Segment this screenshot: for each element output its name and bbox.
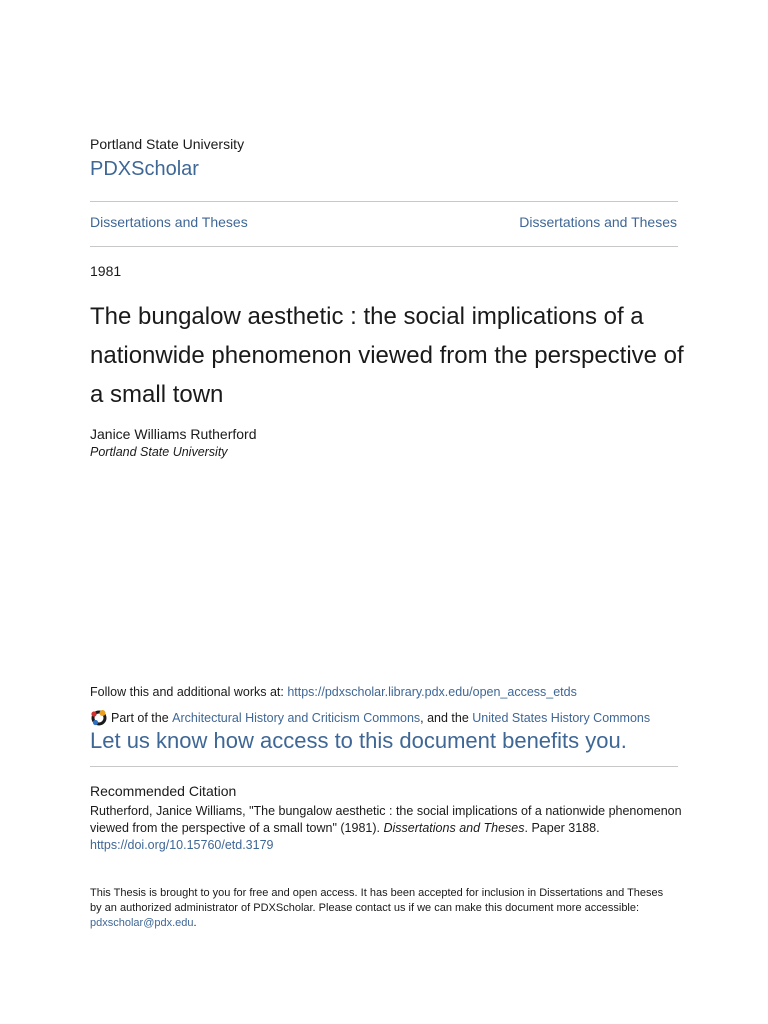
doi-link[interactable]: https://doi.org/10.15760/etd.3179 bbox=[90, 838, 274, 852]
publication-year: 1981 bbox=[90, 263, 122, 279]
follow-prefix: Follow this and additional works at: bbox=[90, 685, 288, 699]
access-notice-end: . bbox=[193, 917, 197, 929]
citation-series: Dissertations and Theses bbox=[383, 821, 525, 835]
author-name: Janice Williams Rutherford bbox=[90, 426, 257, 442]
commons-network-icon bbox=[90, 709, 108, 727]
access-notice-text: This Thesis is brought to you for free and open access. It has been accepted for inclusion in Dissertations and Theses by an authorized administrator of PDXScholar. Please contact us if we can make this document more accessible: bbox=[90, 887, 664, 914]
follow-line bbox=[90, 685, 577, 699]
access-notice bbox=[90, 886, 670, 931]
contact-email-link[interactable]: pdxscholar@pdx.edu bbox=[90, 917, 194, 929]
citation-heading: Recommended Citation bbox=[90, 783, 237, 799]
divider bbox=[90, 201, 678, 202]
citation-part2: . Paper 3188. bbox=[524, 821, 600, 835]
citation-part1: Rutherford, Janice Williams, "The bungalow aesthetic : the social implications of a nationwide phenomenon viewed from the perspective of a small town" (1981). bbox=[90, 804, 682, 835]
divider bbox=[90, 766, 678, 767]
commons-link-architecture[interactable]: Architectural History and Criticism Commons bbox=[172, 711, 421, 725]
divider bbox=[90, 246, 678, 247]
author-affiliation: Portland State University bbox=[90, 445, 228, 459]
part-of-middle: , and the bbox=[420, 711, 473, 725]
follow-url-link[interactable]: https://pdxscholar.library.pdx.edu/open_access_etds bbox=[287, 685, 577, 699]
repository-link[interactable]: PDXScholar bbox=[90, 158, 199, 180]
commons-link-us-history[interactable]: United States History Commons bbox=[472, 711, 651, 725]
part-of-line bbox=[90, 709, 650, 727]
feedback-link[interactable]: Let us know how access to this document benefits you. bbox=[90, 728, 627, 753]
citation-text bbox=[90, 803, 690, 854]
document-title: The bungalow aesthetic : the social implications of a nationwide phenomenon viewed from the perspective of a small town bbox=[90, 303, 684, 408]
collection-link-right[interactable]: Dissertations and Theses bbox=[519, 214, 677, 230]
institution-name: Portland State University bbox=[90, 136, 245, 152]
part-of-prefix: Part of the bbox=[111, 711, 169, 725]
collection-link-left[interactable]: Dissertations and Theses bbox=[90, 214, 248, 230]
